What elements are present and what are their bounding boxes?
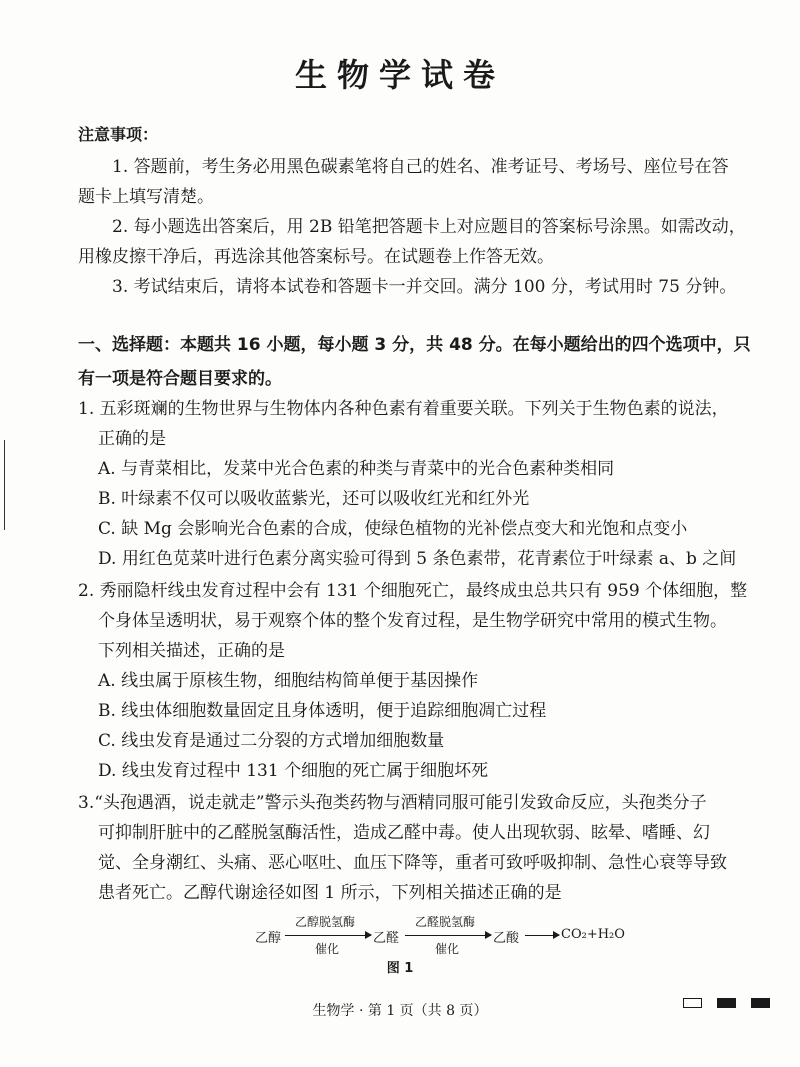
- q3-stem-line-1: 3.“头孢遇酒，说走就走”警示头孢类药物与酒精同服可能引发致命反应，头孢类分子: [78, 793, 707, 813]
- notice-line-1: 1. 答题前，考生务必用黑色碳素笔将自己的姓名、准考证号、考场号、座位号在答: [112, 157, 729, 177]
- q2-option-a: A. 线虫属于原核生物，细胞结构简单便于基因操作: [98, 671, 479, 691]
- node-acetaldehyde: 乙醛: [373, 931, 400, 946]
- page-marks: [683, 998, 773, 1010]
- scan-edge-line: [4, 440, 5, 530]
- node-products: CO₂+H₂O: [561, 927, 625, 942]
- q1-stem-line-1: 1. 五彩斑斓的生物世界与生物体内各种色素有着重要关联。下列关于生物色素的说法，: [78, 399, 729, 419]
- page-title: 生物学试卷: [294, 56, 505, 94]
- mark-filled-1: [717, 998, 736, 1008]
- q3-stem-line-4: 患者死亡。乙醇代谢途径如图 1 所示，下列相关描述正确的是: [98, 883, 562, 903]
- mark-empty: [683, 998, 702, 1008]
- q3-stem-line-2: 可抑制肝脏中的乙醛脱氢酶活性，造成乙醛中毒。使人出现软弱、眩晕、嗜睡、幻: [98, 823, 710, 843]
- arrow-2: [405, 935, 491, 936]
- mark-filled-2: [751, 998, 770, 1008]
- q1-option-c: C. 缺 Mg 会影响光合色素的合成，使绿色植物的光补偿点变大和光饱和点变小: [98, 519, 688, 539]
- q3-stem-line-3: 觉、全身潮红、头痛、恶心呕吐、血压下降等，重者可致呼吸抑制、急性心衰等导致: [98, 853, 727, 873]
- q1-option-b: B. 叶绿素不仅可以吸收蓝紫光，还可以吸收红光和红外光: [98, 489, 530, 509]
- q2-option-c: C. 线虫发育是通过二分裂的方式增加细胞数量: [98, 731, 445, 751]
- notice-line-5: 3. 考试结束后，请将本试卷和答题卡一并交回。满分 100 分，考试用时 75 分钟。: [112, 277, 737, 297]
- metabolism-pathway-diagram: [255, 911, 625, 956]
- notice-line-3: 2. 每小题选出答案后，用 2B 铅笔把答题卡上对应题目的答案标号涂黑。如需改动，: [112, 217, 746, 237]
- q2-stem-line-1: 2. 秀丽隐杆线虫发育过程中会有 131 个细胞死亡，最终成虫总共只有 959 个体细胞，整: [78, 581, 748, 601]
- q2-stem-line-2: 个身体呈透明状，易于观察个体的整个发育过程，是生物学研究中常用的模式生物。: [98, 611, 727, 631]
- q2-option-b: B. 线虫体细胞数量固定且身体透明，便于追踪细胞凋亡过程: [98, 701, 547, 721]
- catalyze-label-2: 催化: [435, 942, 460, 956]
- arrow-1: [285, 935, 371, 936]
- notice-line-4: 用橡皮擦干净后，再选涂其他答案标号。在试题卷上作答无效。: [78, 247, 554, 267]
- catalyze-label-1: 催化: [315, 942, 340, 956]
- arrow-3: [525, 935, 559, 936]
- figure-caption: 图 1: [386, 961, 414, 976]
- q1-option-a: A. 与青菜相比，发菜中光合色素的种类与青菜中的光合色素种类相同: [98, 459, 615, 479]
- notice-label: 注意事项：: [78, 125, 159, 144]
- section-heading-line-2: 有一项是符合题目要求的。: [78, 369, 282, 389]
- section-heading-line-1: 一、选择题：本题共 16 小题，每小题 3 分，共 48 分。在每小题给出的四个选项中，只: [78, 335, 751, 355]
- q1-option-d: D. 用红色苋菜叶进行色素分离实验可得到 5 条色素带，花青素位于叶绿素 a、b 之间: [98, 549, 737, 569]
- page-footer: 生物学 · 第 1 页（共 8 页）: [312, 1003, 488, 1019]
- enzyme-label-2: 乙醛脱氢酶: [415, 915, 476, 929]
- enzyme-label-1: 乙醇脱氢酶: [295, 915, 356, 929]
- notice-line-2: 题卡上填写清楚。: [78, 187, 214, 207]
- node-acetic-acid: 乙酸: [493, 931, 520, 946]
- q2-option-d: D. 线虫发育过程中 131 个细胞的死亡属于细胞坏死: [98, 761, 489, 781]
- q2-stem-line-3: 下列相关描述，正确的是: [98, 641, 285, 661]
- q1-stem-line-2: 正确的是: [98, 429, 166, 449]
- node-ethanol: 乙醇: [255, 931, 282, 946]
